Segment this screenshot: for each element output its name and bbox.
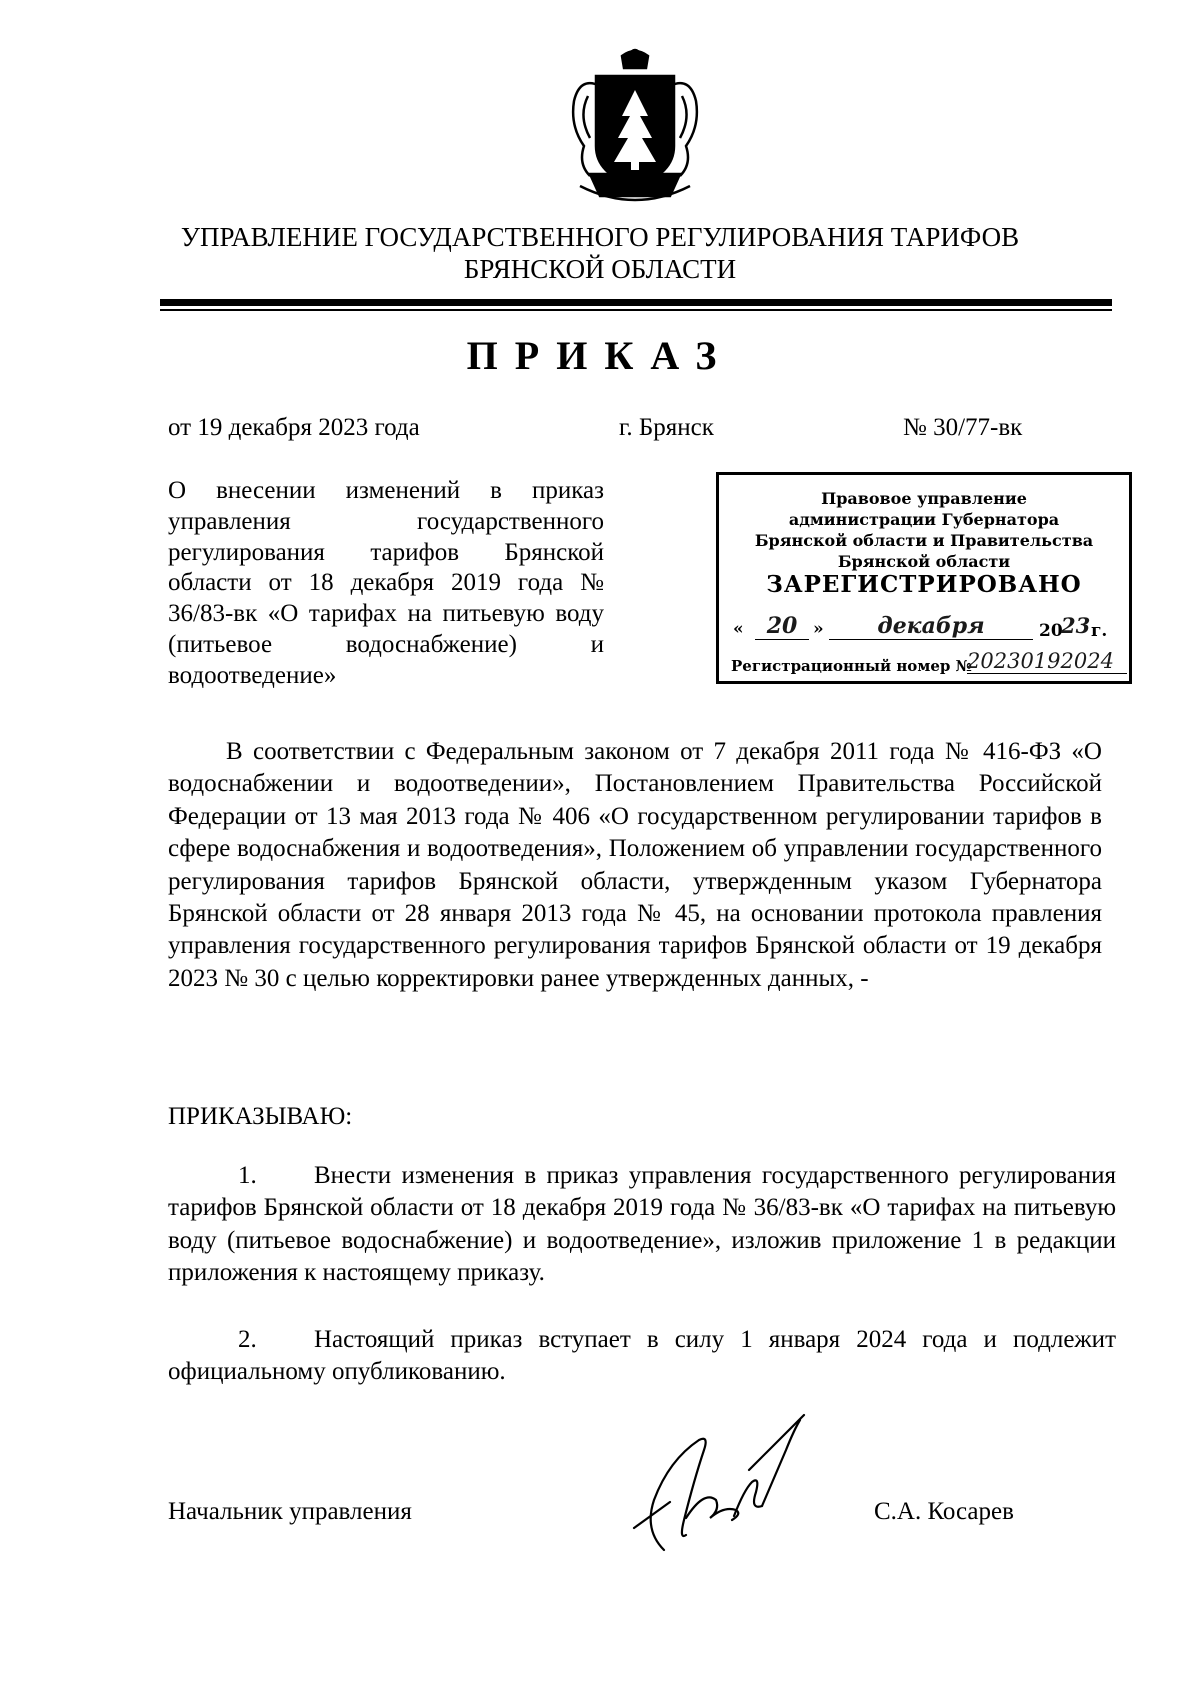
header-rule-thick	[160, 299, 1112, 306]
order-item-2	[168, 1324, 1116, 1389]
regional-coat-of-arms-icon	[560, 46, 710, 206]
preamble-paragraph: В соответствии с Федеральным законом от 7 декабря 2011 года № 416-ФЗ «О водоснабжении и водоотведении», Постановлением Правительства Российской Федерации от 13 мая 2013 года № 406 «О государственном регулировании тарифов в сфере водоснабжения и водоотведения», Положением об управлении государственного регулирования тарифов Брянской области, утвержденным указом Губернатора Брянской области от 28 января 2013 года № 45, на основании протокола правления управления государственного регулирования тарифов Брянской области от 19 декабря 2023 № 30 с целью корректировки ранее утвержденных данных, -	[168, 738, 1102, 992]
stamp-line-1: Правовое управление	[821, 489, 1027, 508]
order-item-number: 2.	[238, 1326, 257, 1353]
order-item-text: Настоящий приказ вступает в силу 1 января 2024 года и подлежит официальному опубликованию.	[168, 1326, 1116, 1386]
signatory-position: Начальник управления	[168, 1498, 412, 1525]
signatory-name: С.А. Косарев	[874, 1498, 1014, 1525]
order-word: ПРИКАЗЫВАЮ:	[168, 1103, 353, 1130]
stamp-reg-row	[731, 649, 1127, 679]
order-item-number: 1.	[238, 1162, 257, 1189]
stamp-reg-number: 20230192024	[967, 649, 1127, 674]
agency-name-line-1: УПРАВЛЕНИЕ ГОСУДАРСТВЕННОГО РЕГУЛИРОВАНИЯ ТАРИФОВ	[180, 222, 1020, 252]
stamp-year-prefix: 20	[1039, 621, 1063, 641]
order-date: от 19 декабря 2023 года	[168, 414, 420, 441]
stamp-line-2: администрации Губернатора	[788, 510, 1060, 529]
stamp-day: 20	[755, 613, 809, 640]
order-item-1	[168, 1160, 1116, 1290]
order-city: г. Брянск	[619, 414, 714, 441]
stamp-registered: ЗАРЕГИСТРИРОВАНО	[766, 571, 1082, 598]
agency-name-line-2: БРЯНСКОЙ ОБЛАСТИ	[463, 254, 737, 284]
order-item-text: Внести изменения в приказ управления государственного регулирования тарифов Брянской области от 18 декабря 2019 года № 36/83-вк «О тарифах на питьевую воду (питьевое водоснабжение) и водоотведение», изложив приложение 1 в редакции приложения к настоящему приказу.	[168, 1162, 1116, 1287]
stamp-year-suffix: 23	[1061, 613, 1091, 638]
stamp-month: декабря	[829, 613, 1033, 640]
stamp-reg-label: Регистрационный номер №	[731, 657, 972, 675]
stamp-line-4: Брянской области	[837, 552, 1011, 571]
order-subject: О внесении изменений в приказ управления государственного регулирования тарифов Брянской области от 18 декабря 2019 года № 36/83-вк «О тарифах на питьевую воду (питьевое водоснабжение) и водоотведение»	[168, 477, 604, 689]
order-number: № 30/77-вк	[903, 414, 1023, 441]
stamp-date-row: « 20 » декабря 20 23 г.	[733, 613, 1108, 641]
stamp-year-end: г.	[1091, 621, 1108, 641]
stamp-line-3: Брянской области и Правительства	[754, 531, 1094, 550]
registration-stamp	[716, 472, 1132, 684]
header-rule-thin	[160, 309, 1112, 311]
stamp-registered-row	[719, 571, 1129, 598]
document-type-title: ПРИКАЗ	[466, 333, 734, 378]
handwritten-signature	[624, 1410, 814, 1560]
